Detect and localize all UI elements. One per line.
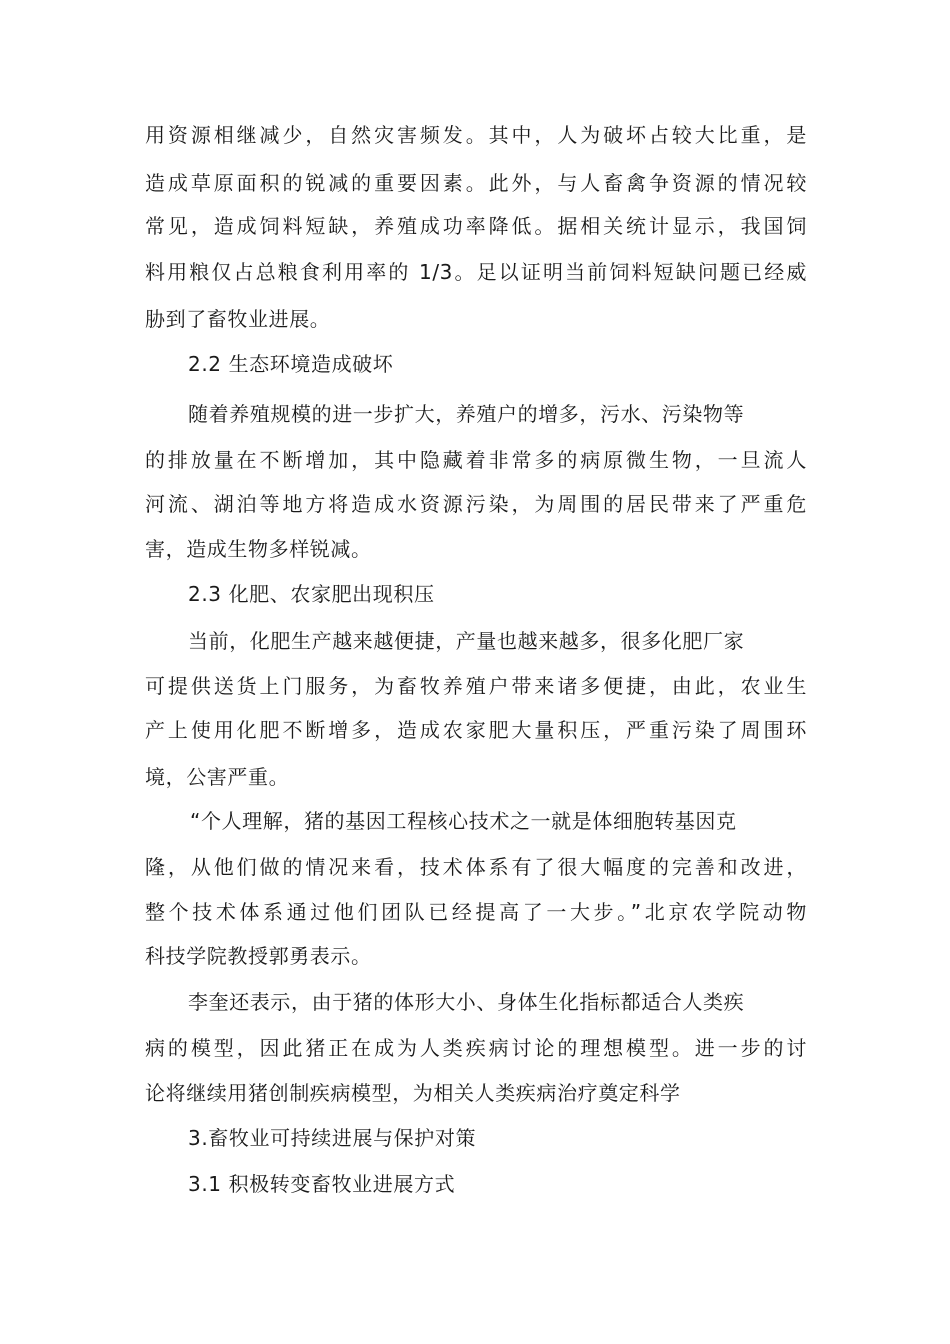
body-text-line: 用资源相继减少，自然灾害频发。其中，人为破坏占较大比重，是 xyxy=(145,123,807,147)
quote-first-line: “个人理解，猪的基因工程核心技术之一就是体细胞转基因克 xyxy=(190,809,737,833)
body-text-line: 胁到了畜牧业进展。 xyxy=(145,307,331,331)
section-heading-2-3: 2.3 化肥、农家肥出现积压 xyxy=(188,582,435,606)
body-text-line: 可提供送货上门服务，为畜牧养殖户带来诸多便捷，由此，农业生 xyxy=(145,674,807,698)
body-text-line: 整个技术体系通过他们团队已经提高了一大步。”北京农学院动物 xyxy=(145,900,807,924)
body-text-line: 河流、湖泊等地方将造成水资源污染，为周围的居民带来了严重危 xyxy=(145,492,807,516)
body-text-line: 料用粮仅占总粮食利用率的 1/3。足以证明当前饲料短缺问题已经威 xyxy=(145,260,807,284)
body-text-line: 病的模型，因此猪正在成为人类疾病讨论的理想模型。进一步的讨 xyxy=(145,1036,807,1060)
body-text-line: 隆，从他们做的情况来看，技术体系有了很大幅度的完善和改进， xyxy=(145,855,807,879)
body-text-line: 害，造成生物多样锐减。 xyxy=(145,537,372,561)
body-text-line: 科技学院教授郭勇表示。 xyxy=(145,944,372,968)
body-text-line: 的排放量在不断增加，其中隐藏着非常多的病原微生物，一旦流人 xyxy=(145,448,807,472)
paragraph-first-line: 李奎还表示，由于猪的体形大小、身体生化指标都适合人类疾 xyxy=(188,990,745,1014)
body-text-line: 论将继续用猪创制疾病模型，为相关人类疾病治疗奠定科学 xyxy=(145,1081,681,1105)
paragraph-first-line: 当前，化肥生产越来越便捷，产量也越来越多，很多化肥厂家 xyxy=(188,629,745,653)
section-heading-2-2: 2.2 生态环境造成破坏 xyxy=(188,352,394,376)
paragraph-first-line: 随着养殖规模的进一步扩大，养殖户的增多，污水、污染物等 xyxy=(188,402,745,426)
body-text-line: 常见，造成饲料短缺，养殖成功率降低。据相关统计显示，我国饲 xyxy=(145,214,807,238)
body-text-line: 产上使用化肥不断增多，造成农家肥大量积压，严重污染了周围环 xyxy=(145,718,807,742)
body-text-line: 造成草原面积的锐减的重要因素。此外，与人畜禽争资源的情况较 xyxy=(145,171,807,195)
section-heading-3: 3.畜牧业可持续进展与保护对策 xyxy=(188,1126,477,1150)
body-text-line: 境，公害严重。 xyxy=(145,765,290,789)
section-heading-3-1: 3.1 积极转变畜牧业进展方式 xyxy=(188,1172,456,1196)
